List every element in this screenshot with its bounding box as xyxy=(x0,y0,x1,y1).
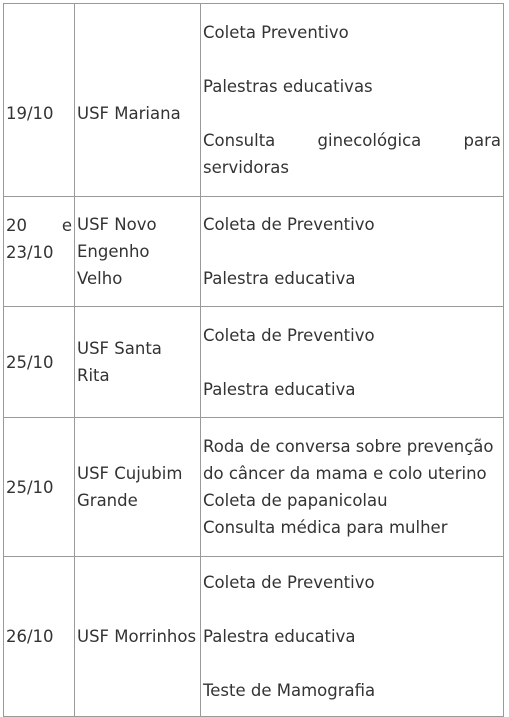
date-text: 20 e 23/10 xyxy=(6,216,72,262)
unit-text: USF Novo Engenho Velho xyxy=(77,215,157,288)
unit-cell xyxy=(75,307,201,418)
activity-item: Teste de Mamografia xyxy=(203,681,376,700)
activity-item: Coleta de Preventivo xyxy=(203,325,375,345)
activity-item: Palestra educativa xyxy=(203,379,356,399)
unit-text: USF Mariana xyxy=(77,103,181,123)
activity-item: Coleta Preventivo xyxy=(203,23,349,42)
activity-item: Consulta ginecológica para servidoras xyxy=(203,131,501,177)
table-row xyxy=(4,557,504,717)
activity-item: Coleta de papanicolau xyxy=(203,491,388,510)
date-cell xyxy=(4,557,75,717)
date-cell xyxy=(4,307,75,418)
date-cell xyxy=(4,4,75,197)
activities-cell xyxy=(201,307,504,418)
unit-cell xyxy=(75,418,201,557)
unit-text: USF Cujubim Grande xyxy=(77,464,183,510)
table-row xyxy=(4,418,504,557)
activity-item: Palestra educativa xyxy=(203,627,356,646)
activity-item: Roda de conversa sobre prevenção do câncer da mama e colo uterino xyxy=(203,437,494,483)
campaign-schedule-table xyxy=(3,3,504,717)
date-text: 26/10 xyxy=(6,627,54,646)
date-text: 19/10 xyxy=(6,103,54,123)
unit-text: USF Santa Rita xyxy=(77,339,162,385)
table-row xyxy=(4,307,504,418)
activity-item: Coleta de Preventivo xyxy=(203,215,375,234)
activities-cell xyxy=(201,197,504,307)
date-cell xyxy=(4,197,75,307)
activities-cell xyxy=(201,4,504,197)
activities-cell xyxy=(201,557,504,717)
unit-cell xyxy=(75,557,201,717)
activity-item: Coleta de Preventivo xyxy=(203,573,375,592)
activities-cell xyxy=(201,418,504,557)
unit-text: USF Morrinhos xyxy=(77,627,197,646)
unit-cell xyxy=(75,197,201,307)
date-text: 25/10 xyxy=(6,352,54,372)
activity-item: Palestras educativas xyxy=(203,77,373,96)
date-cell xyxy=(4,418,75,557)
date-text: 25/10 xyxy=(6,477,54,497)
activity-item: Palestra educativa xyxy=(203,269,356,288)
table-row xyxy=(4,4,504,197)
table-row xyxy=(4,197,504,307)
activity-item: Consulta médica para mulher xyxy=(203,518,448,537)
unit-cell xyxy=(75,4,201,197)
